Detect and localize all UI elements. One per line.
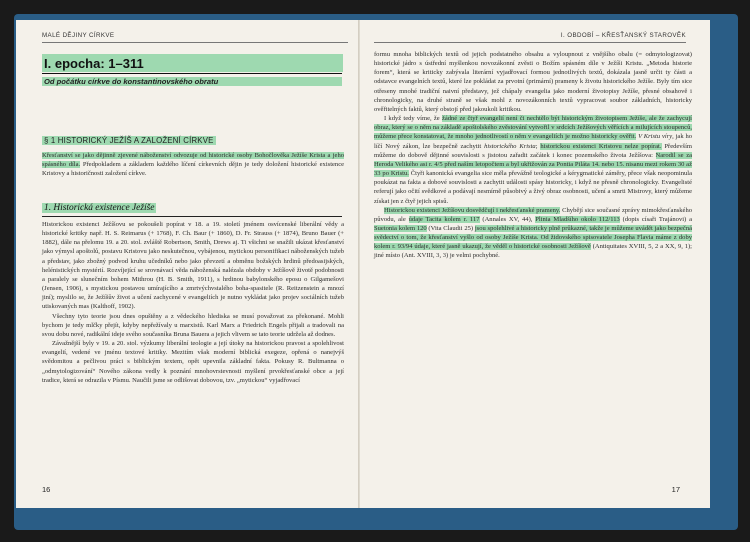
highlight-span: údaje Tacita kolem r. 117 [408,215,480,223]
epoch-subtitle: Od počátku církve do konstantinovského obratu [42,77,342,86]
left-para-3: Závažnější byly v 19. a 20. stol. výzkumy liberální teologie a její útoky na historickou pravost a spolehlivost evangelií, vedené ve jménu textové kritiky. Mezitím však moderní biblická exegeze, opřená o nanejvýš svědomitou a pečlivou práci s biblickým textem, opět upevnila základní fakta. Pokusy R. Bultmanna o „odmytologizování“ Nového zákona vedly k poznání mnohovrstevnosti myšlení prvokřesťanské obce a její tradice, která se odrazila v Písmu. Naučili jsme se odlišovat dobovou, tzv. „mytickou“ vyjadřovací [42,340,344,384]
intro-highlight: Křesťanství se jako dějinně zjevené náboženství odvozuje od historické osoby Bohočlověka Ježíše Krista a jeho spásného díla. [42,152,344,169]
italic-span: historického Krista [484,142,536,150]
subsection-rule [42,216,342,217]
right-para-1: formu mnoha biblických textů od jejich podstatného obsahu a vyloupnout z vnějšího obalu (= odmytologizovat) historické jádro s ústřední myšlenkou novozákonní zvěsti o Božím spásném díle v Ježíši Kristu. „Metoda historie forem“, která se kriticky zabývala literární vyjadřovací formou jednotlivých textů, dokázala jasně určit ty části a odstavce evangelních textů, které lze pokládat za prvotní (primární) prameny k životu historického Ježíše. Byly tím sice otřeseny mnohé tradiční naivní představy, jež chápaly evangelia jako moderní životopisy Ježíše, přesné obsahově i chronologicky, na druhé straně se však mohl z novozákonních textů vypracovat soubor základních, historicky ověřitelných faktů, který obstojí před jakoukoli kritikou. [374,51,692,113]
text-span: ; [535,142,541,150]
highlight-span: žádné ze čtyř evangelií není či nechtělo být historickým životopisem Ježíše, ale že zachycují obraz, který se o něm na základě apoštolského zvěstování vytvořil v srdcích Ježíšových věřících a milujících stoupenců, můžeme přece konstatovat, že mnoho jednotlivostí o něm v evangeliích je možno historicky ověřit. [374,115,692,141]
text-span: (Annales XV, 44), [479,215,536,223]
right-para-2 [374,114,692,206]
subsection-title-text: 1. Historická existence Ježíše [44,203,155,213]
highlight-span: Narodil se za Heroda Velikého asi r. 4/5 před naším letopočtem a byl ukřižován za Pontia Piláta 14. nebo 15. nisanu mezi rokem 30 až 33 po Kristu. [374,151,693,178]
highlight-span: historickou existenci Kristovu nelze popírat. [540,142,662,150]
highlight-span: Suetonia kolem 120 [374,224,427,232]
italic-span: V Kristu víry [638,133,673,141]
text-span: Čtyři kanonická evangelia sice měla převážně teologické a kérygmatické záměry, přece však neopominula poukázat na fakta a dobové souvislosti a zachytit události spásy historicky, i když ne přesně chronologicky. Evangelisté referují jako očití svědkové a podávají nesmírně působivý a živý obraz osobnosti, učení a smrti Mistrovy, který můžeme získat jen z čtyř jejich spisů. [374,170,692,205]
section-title [42,136,216,145]
left-body [42,220,344,385]
running-head-right: I. OBDOBÍ – KŘESŤANSKÝ STAROVĚK [560,32,686,39]
right-para-3 [374,206,692,261]
text-span: , jak ho líčí Nový zákon, lze bezpečně zachytit [374,133,692,150]
intro-paragraph [42,151,344,178]
header-rule [42,42,348,43]
highlight-span: jsou spolehlivé a historicky plně průkazné, takže je můžeme uvádět jako bezpečná svědectví o tom, že křesťanství vyšlo od osoby Ježíše Krista. Od židovského spisovatele Josepha Flavia máme z doby kolem r. 93/94 údaje, které jasně ukazují, že věděl o historické osobnosti Ježíšově [374,224,693,251]
left-page [16,20,360,508]
section-title-text: § 1 HISTORICKÝ JEŽÍŠ A ZALOŽENÍ CÍRKVE [44,136,214,145]
text-span: (Antiquitates XVIII, 5, 2 a XX, 9, 1); jiné místo (Ant. XVIII, 3, 3) je velmi pochybné. [374,243,692,260]
page-number-left: 16 [42,485,51,494]
header-rule [374,42,686,43]
intro-rest: Předpokladem a základem každého líčení církevních dějin je tedy doložení historické existence Kristovy a historičnosti založení církve. [42,161,345,178]
page-number-right: 17 [671,485,680,494]
left-para-1: Historickou existenci Ježíšovu se pokoušeli popírat v 18. a 19. století jménem osvícenské liberální vědy a historické kritiky např. H. S. Reimarus (+ 1768), F. Ch. Baur (+ 1860), D. Fr. Strauss (+ 1874), Bruno Bauer (+ 1882), dále na přelomu 19. a 20. stol. zvláště Robertson, Smith, Drews aj. Ti všichni se snažili ukázat křesťanství jako výmysl apoštolů, postavu Kristovu jako neskutečnou, vybájenou, mytickou personifikaci náboženských tužeb a představ, jako zbožný podvod kruhu učedníků nebo jako převzetí a obměnu božských hrdinů předoasijských, helénistických mystérií. Rozvíjející se srovnávací věda náboženská nalézala obdoby v Ježíšově životě podobnosti a paralely se slunečním bohem Mithrou (H. B. Smith, 1911), s hrdinou babylonského eposu o Gilgamešovi (Jensen, 1906), s mystickou postavou umírajícího a zmrtvýchvstalého boha-spasitele (R. Reitzenstein a mnozí jiní); myslilo se, že Ježíšův život a učení zachycené v evangeliích je nutno vykládat jako projev sociálních tužeb utiskovaných mas (Kalthoff, 1902). [42,221,344,311]
left-para-2: Všechny tyto teorie jsou dnes opuštěny a z vědeckého hlediska se musí považovat za překonané. Mohli bychom je tedy mlčky přejít, kdyby nepřežívaly u marxistů. Karl Marx a Friedrich Engels přijali a tradovali na svou dobu nové, radikální ideje svého současníka Bruna Bauera a jejich vlivem se tato teorie udržela až dodnes. [42,312,344,338]
text-span: Především můžeme do dobově dějinné souvislosti s jistotou zařadit začátek i konec pozemského života Ježíšova: [374,142,693,159]
text-span: (dopis císaři Trajánovi) a [619,215,693,223]
text-span: (Vita Claudii 25) [426,224,475,232]
highlight-span: Plinia Mladšího okolo 112/113 [535,215,620,223]
subsection-title [42,203,338,213]
epoch-title: I. epocha: 1–311 [42,54,343,72]
running-head-left: MALÉ DĚJINY CÍRKVE [42,32,115,39]
text-span: I když tedy víme, že [384,115,442,123]
text-span: Chybějí sice současné zprávy mimokřesťanského původu, ale [374,206,692,223]
highlight-span: Historickou existenci Ježíšovu dosvědčují i nekřesťanské prameny. [384,206,561,214]
right-body [374,50,692,261]
epoch-rule [42,73,342,74]
right-page [360,20,710,508]
